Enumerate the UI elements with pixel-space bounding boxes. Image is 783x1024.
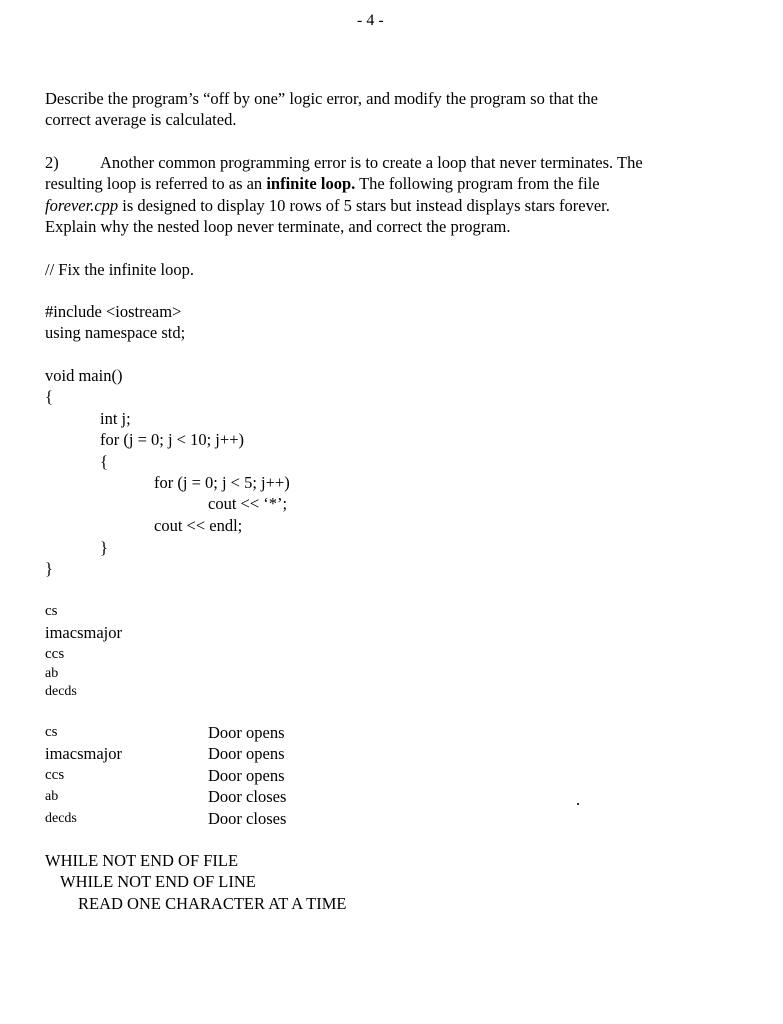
list2-name: imacsmajor <box>45 744 122 763</box>
list2-state: Door closes <box>208 787 287 806</box>
list1-item: cs <box>45 603 58 619</box>
list2-state: Door opens <box>208 723 285 742</box>
question-line-1: Another common programming error is to create a loop that never terminates. The <box>100 153 643 172</box>
page-number: - 4 - <box>357 12 384 29</box>
list2-state: Door opens <box>208 744 285 763</box>
code-declaration: int j; <box>100 409 131 428</box>
list1-item: ab <box>45 666 59 681</box>
code-inner-open-brace: { <box>100 452 108 471</box>
question-line-4: Explain why the nested loop never terminate, and correct the program. <box>45 217 511 236</box>
code-cout-star: cout << ‘*’; <box>208 494 288 513</box>
code-open-brace: { <box>45 387 53 406</box>
list2-state: Door opens <box>208 766 285 785</box>
pseudo-line-1: WHILE NOT END OF FILE <box>45 851 239 870</box>
filename-forever: forever.cpp <box>45 196 119 215</box>
code-outer-for: for (j = 0; j < 10; j++) <box>100 430 244 449</box>
question-line-3-after: is designed to display 10 rows of 5 stars but instead displays stars forever. <box>118 196 610 215</box>
code-cout-endl: cout << endl; <box>154 516 243 535</box>
question-line-3 <box>45 195 610 216</box>
list1-item: ccs <box>45 646 65 662</box>
code-inner-close-brace: } <box>100 538 108 557</box>
code-comment: // Fix the infinite loop. <box>45 260 194 279</box>
list2-name: decds <box>45 811 77 826</box>
pseudo-line-3: READ ONE CHARACTER AT A TIME <box>78 894 347 913</box>
stray-dot <box>577 803 579 805</box>
list1-item: decds <box>45 684 77 699</box>
code-close-brace: } <box>45 559 53 578</box>
list1-item: imacsmajor <box>45 623 122 642</box>
code-using: using namespace std; <box>45 323 186 342</box>
question-line-2-before: resulting loop is referred to as an <box>45 174 267 193</box>
pseudo-line-2: WHILE NOT END OF LINE <box>60 872 256 891</box>
intro-line-2: correct average is calculated. <box>45 110 237 129</box>
question-line-2 <box>45 173 600 194</box>
list2-state: Door closes <box>208 809 287 828</box>
infinite-loop-term: infinite loop. <box>266 174 356 193</box>
list2-name: ab <box>45 789 59 804</box>
list2-name: cs <box>45 724 58 740</box>
code-main-signature: void main() <box>45 366 123 385</box>
code-include: #include <iostream> <box>45 302 182 321</box>
list2-name: ccs <box>45 767 65 783</box>
question-line-2-after: The following program from the file <box>355 174 600 193</box>
intro-line-1: Describe the program’s “off by one” logic error, and modify the program so that the <box>45 89 598 108</box>
question-number: 2) <box>45 153 59 172</box>
code-inner-for: for (j = 0; j < 5; j++) <box>154 473 290 492</box>
